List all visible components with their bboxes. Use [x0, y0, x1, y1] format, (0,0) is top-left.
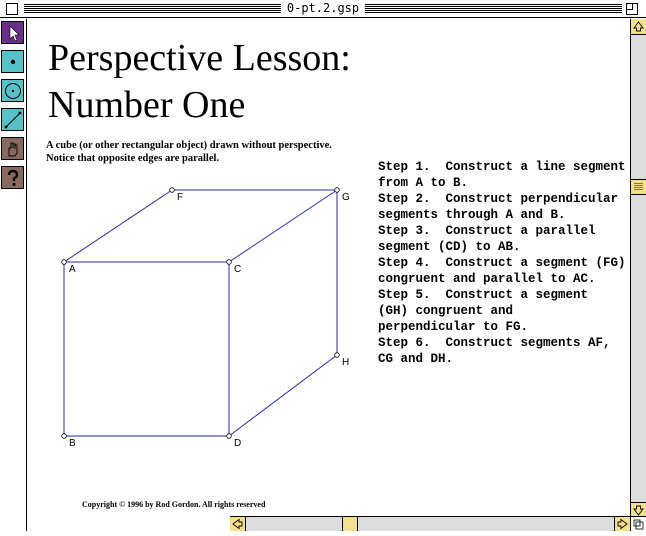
step-line: perpendicular to FG. [378, 320, 529, 334]
sketch-canvas[interactable] [28, 19, 630, 516]
step-line: Step 2. Construct perpendicular [378, 192, 619, 206]
vertical-scrollbar[interactable] [630, 19, 646, 518]
lesson-title-line1: Perspective Lesson: [48, 37, 351, 79]
step-line: segment (CD) to AB. [378, 240, 521, 254]
label-a[interactable]: A [69, 264, 76, 275]
label-f[interactable]: F [177, 192, 184, 203]
zoom-box-icon[interactable] [626, 3, 638, 15]
step-line: Step 5. Construct a segment [378, 288, 589, 302]
grow-box-icon[interactable] [630, 516, 646, 531]
label-c[interactable]: C [234, 264, 242, 275]
lesson-title-line2: Number One [48, 84, 246, 126]
step-line: Step 1. Construct a line segment [378, 160, 626, 174]
step-line: Step 4. Construct a segment (FG) [378, 256, 626, 270]
vertical-scroll-thumb[interactable] [631, 179, 646, 195]
copyright-notice: Copyright © 1996 by Rod Gordon. All rights reserved [82, 500, 266, 509]
selection-arrow-tool[interactable] [1, 21, 24, 44]
step-line: congruent and parallel to AC. [378, 272, 596, 286]
point-f[interactable] [170, 188, 175, 193]
step-line: Step 3. Construct a parallel [378, 224, 596, 238]
toolbox [0, 19, 27, 531]
segment-cg[interactable] [229, 190, 337, 262]
segment-dh[interactable] [229, 355, 337, 436]
label-h[interactable]: H [342, 357, 350, 368]
step-line: Step 6. Construct segments AF, [378, 336, 611, 350]
point-h[interactable] [335, 353, 340, 358]
scroll-left-arrow-icon[interactable] [230, 517, 246, 531]
label-b[interactable]: B [69, 438, 76, 449]
construction-steps [378, 159, 628, 367]
horizontal-scrollbar[interactable] [230, 516, 630, 531]
compass-tool[interactable] [1, 79, 24, 102]
segment-icon [2, 109, 24, 131]
scroll-right-arrow-icon[interactable] [614, 517, 630, 531]
step-line: segments through A and B. [378, 208, 566, 222]
step-line: (GH) congruent and [378, 304, 514, 318]
point-a[interactable] [62, 260, 67, 265]
point-icon [2, 51, 24, 73]
point-tool[interactable] [1, 50, 24, 73]
caption-line-2: Notice that opposite edges are parallel. [46, 153, 220, 164]
point-d[interactable] [227, 434, 232, 439]
question-icon [2, 167, 24, 189]
circle-icon [2, 80, 24, 102]
label-d[interactable]: D [234, 438, 242, 449]
window-title-bar[interactable] [0, 0, 646, 18]
hand-icon [2, 138, 24, 160]
step-line: CG and DH. [378, 352, 454, 366]
close-box-icon[interactable] [6, 3, 18, 15]
scroll-up-arrow-icon[interactable] [631, 19, 646, 35]
window-title: 0-pt.2.gsp [281, 1, 365, 16]
horizontal-scroll-thumb[interactable] [342, 517, 358, 531]
point-c[interactable] [227, 260, 232, 265]
object-info-tool[interactable] [1, 166, 24, 189]
straightedge-tool[interactable] [1, 108, 24, 131]
caption-line-1: A cube (or other rectangular object) drawn without perspective. [46, 140, 332, 151]
label-g[interactable]: G [342, 192, 350, 203]
point-b[interactable] [62, 434, 67, 439]
text-tool[interactable] [1, 137, 24, 160]
arrow-icon [2, 22, 24, 44]
point-g[interactable] [335, 188, 340, 193]
segment-af[interactable] [64, 190, 172, 262]
step-line: from A to B. [378, 176, 469, 190]
